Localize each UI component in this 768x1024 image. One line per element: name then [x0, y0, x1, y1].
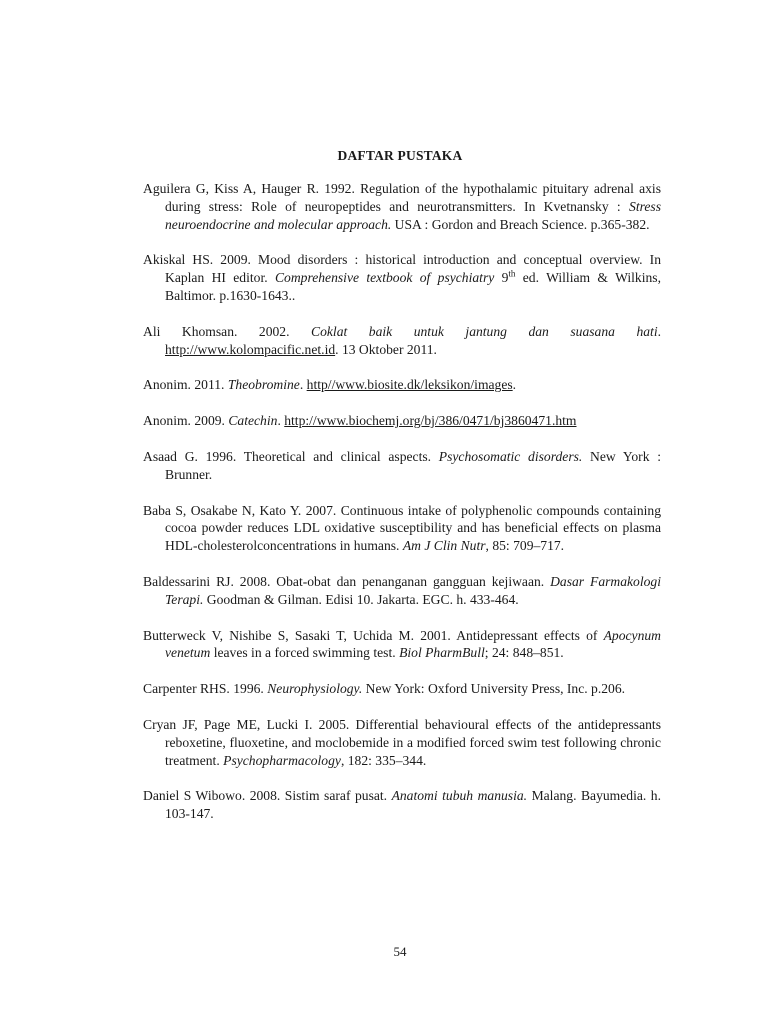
- reference-text: Baba S, Osakabe N, Kato Y. 2007. Continuous intake of polyphenolic compounds containing cocoa powder reduces LDL oxidative susceptibility and has beneficial effects on plasma HDL-cholesterolconcentrations in humans.: [143, 502, 661, 554]
- reference-entry: [143, 251, 661, 304]
- page-number: 54: [393, 944, 407, 959]
- reference-text: New York : Brunner.: [165, 448, 661, 482]
- reference-text: ed. William & Wilkins, Baltimor. p.1630-1643..: [165, 270, 661, 303]
- reference-text: . 13 Oktober 2011.: [335, 341, 437, 357]
- edition-superscript: th: [508, 268, 516, 279]
- reference-title: Am J Clin Nutr: [402, 538, 486, 554]
- reference-entry: [143, 627, 661, 663]
- reference-entry: [143, 376, 661, 394]
- reference-text: USA : Gordon and Breach Science. p.365-382.: [391, 216, 650, 232]
- reference-title: Coklat baik untuk jantung dan suasana hati: [311, 323, 658, 339]
- reference-text: ; 24: 848–851.: [484, 645, 564, 661]
- reference-text: , 182: 335–344.: [340, 752, 427, 768]
- reference-entry: [143, 573, 661, 609]
- page-title: DAFTAR PUSTAKA: [337, 148, 463, 163]
- reference-title: Stress neuroendocrine and molecular approach.: [165, 198, 661, 232]
- reference-title: Anatomi tubuh manusia.: [391, 788, 528, 804]
- reference-text: Malang. Bayumedia. h. 103-147.: [165, 788, 661, 822]
- reference-title: Apocynum venetum: [165, 627, 661, 661]
- reference-text: Ali Khomsan. 2002.: [143, 323, 312, 339]
- reference-entry: [143, 680, 661, 698]
- reference-title: Neurophysiology.: [267, 681, 363, 697]
- reference-title: Psychopharmacology: [223, 752, 341, 768]
- reference-text: Baldessarini RJ. 2008. Obat-obat dan penanganan gangguan kejiwaan.: [143, 573, 551, 589]
- reference-text: Asaad G. 1996. Theoretical and clinical aspects.: [143, 448, 439, 464]
- reference-entry: [143, 502, 661, 555]
- reference-list: [143, 180, 661, 841]
- reference-link[interactable]: http://www.biochemj.org/bj/386/0471/bj3860471.htm: [284, 413, 577, 429]
- reference-journal: Biol PharmBull: [399, 645, 485, 661]
- reference-text: .: [277, 413, 285, 429]
- reference-entry: [143, 448, 661, 484]
- reference-text: Anonim. 2011.: [143, 377, 228, 393]
- reference-title: Comprehensive textbook of psychiatry: [274, 270, 495, 286]
- reference-text: .: [299, 377, 307, 393]
- reference-text: Cryan JF, Page ME, Lucki I. 2005. Differential behavioural effects of the antidepressants reboxetine, fluoxetine, and moclobemide in a modified forced swim test following chronic treatment.: [143, 716, 661, 768]
- reference-link[interactable]: http//www.biosite.dk/leksikon/images: [306, 377, 513, 393]
- reference-text: Aguilera G, Kiss A, Hauger R. 1992. Regulation of the hypothalamic pituitary adrenal axis during stress: Role of neuropeptides and neurotransmitters. In Kvetnansky :: [143, 181, 661, 214]
- reference-title: Dasar Farmakologi Terapi.: [165, 573, 662, 607]
- reference-text: Goodman & Gilman. Edisi 10. Jakarta. EGC. h. 433-464.: [203, 591, 519, 607]
- reference-text: Butterweck V, Nishibe S, Sasaki T, Uchida M. 2001. Antidepressant effects of: [143, 627, 604, 643]
- reference-entry: [143, 412, 661, 430]
- reference-text: Anonim. 2009.: [143, 413, 229, 429]
- reference-text: leaves in a forced swimming test.: [210, 645, 400, 661]
- reference-text: 9: [494, 270, 509, 286]
- reference-entry: [143, 323, 661, 359]
- reference-title: Psychosomatic disorders.: [438, 448, 583, 464]
- reference-text: .: [512, 377, 517, 393]
- reference-entry: [143, 787, 661, 823]
- reference-text: New York: Oxford University Press, Inc. p.206.: [362, 681, 626, 697]
- reference-entry: [143, 180, 661, 233]
- reference-text: .: [657, 323, 662, 339]
- reference-link[interactable]: http://www.kolompacific.net.id: [165, 341, 336, 357]
- reference-entry: [143, 716, 661, 769]
- reference-title: Catechin: [228, 413, 278, 429]
- reference-text: Akiskal HS. 2009. Mood disorders : historical introduction and conceptual overview. In Kaplan HI editor.: [143, 252, 661, 286]
- reference-text: , 85: 709–717.: [485, 538, 565, 554]
- reference-title: Theobromine: [227, 377, 300, 393]
- reference-text: Daniel S Wibowo. 2008. Sistim saraf pusat.: [143, 788, 392, 804]
- reference-text: Carpenter RHS. 1996.: [143, 681, 268, 697]
